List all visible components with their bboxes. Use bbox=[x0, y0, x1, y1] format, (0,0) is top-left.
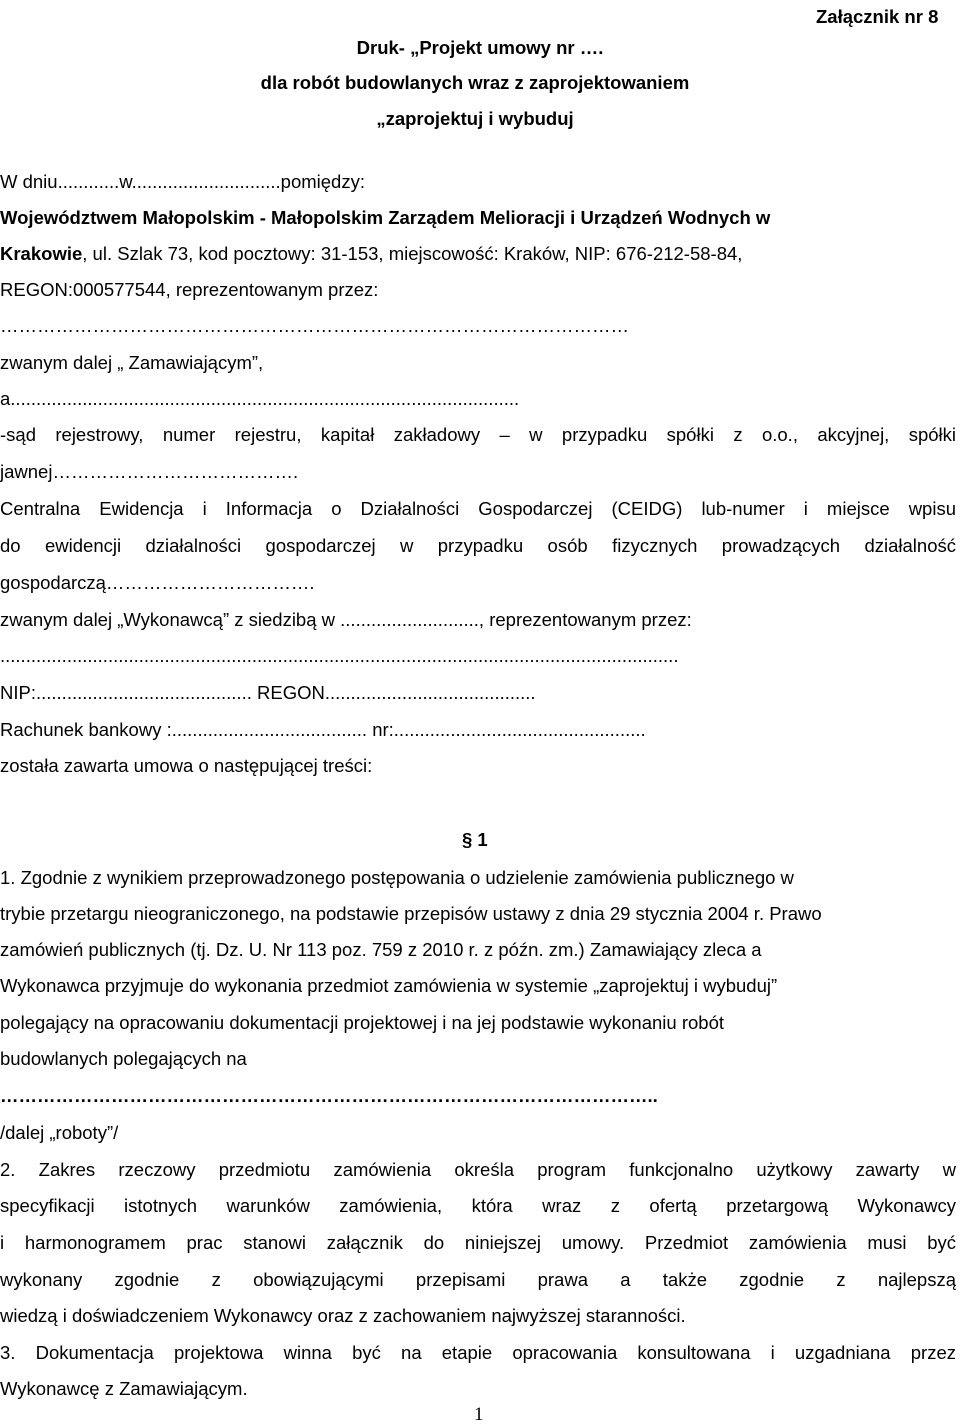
contract-concluded-line: została zawarta umowa o następującej treści: bbox=[0, 755, 373, 776]
employer-name: Województwem Małopolskim - Małopolskim Zarządem Melioracji i Urządzeń Wodnych w bbox=[0, 207, 771, 228]
annex-label: Załącznik nr 8 bbox=[816, 6, 939, 27]
employer-regon: REGON:000577544, reprezentowanym przez: bbox=[0, 279, 379, 300]
clause-1-line-5: polegający na opracowaniu dokumentacji projektowej i na jej podstawie wykonaniu robót bbox=[0, 1012, 724, 1033]
clause-2-line-5: wiedzą i doświadczeniem Wykonawcy oraz z zachowaniem najwyższej staranności. bbox=[0, 1305, 686, 1326]
document-subtitle: dla robót budowlanych wraz z zaprojektowaniem bbox=[260, 72, 690, 93]
ceidg-line-2: do ewidencji działalności gospodarczej w przypadku osób fizycznych prowadzących działalność bbox=[0, 535, 956, 556]
ceidg-line-1: Centralna Ewidencja i Informacja o Działalności Gospodarczej (CEIDG) lub-numer i miejsce wpisu bbox=[0, 498, 956, 519]
employer-address-line bbox=[0, 243, 742, 265]
clause-3-line-2: Wykonawcę z Zamawiającym. bbox=[0, 1378, 248, 1399]
document-title: Druk- „Projekt umowy nr …. bbox=[356, 37, 604, 58]
employer-representative-blank: ………………………………………………………………………………………… bbox=[0, 315, 629, 336]
contractor-designation: zwanym dalej „Wykonawcą” z siedzibą w ..........................., reprezentowanym przez: bbox=[0, 609, 692, 630]
document-subtitle-quote: „zaprojektuj i wybuduj bbox=[376, 108, 574, 129]
employer-address: , ul. Szlak 73, kod pocztowy: 31-153, miejscowość: Kraków, NIP: 676-212-58-84, bbox=[82, 243, 743, 264]
clause-1-line-3: zamówień publicznych (tj. Dz. U. Nr 113 poz. 759 z 2010 r. z późn. zm.) Zamawiający zleca a bbox=[0, 939, 762, 960]
clause-2-line-2: specyfikacji istotnych warunków zamówienia, która wraz z ofertą przetargową Wykonawcy bbox=[0, 1195, 956, 1216]
clause-2-line-4: wykonany zgodnie z obowiązującymi przepisami prawa a także zgodnie z najlepszą bbox=[0, 1269, 956, 1290]
clause-1-blank: …………………………………………………………………………………………….. bbox=[0, 1085, 658, 1106]
clause-1-line-1: 1. Zgodnie z wynikiem przeprowadzonego postępowania o udzielenie zamówienia publicznego w bbox=[0, 867, 794, 888]
contractor-blank: a................................................................................................... bbox=[0, 388, 520, 409]
clause-1-line-2: trybie przetargu nieograniczonego, na podstawie przepisów ustawy z dnia 29 stycznia 2004 r. Prawo bbox=[0, 903, 822, 924]
clause-2-line-1: 2. Zakres rzeczowy przedmiotu zamówienia określa program funkcjonalno użytkowy zawarty w bbox=[0, 1159, 956, 1180]
page-number: 1 bbox=[474, 1404, 484, 1425]
ceidg-line-3: gospodarczą……………………………. bbox=[0, 572, 315, 593]
clause-2-line-3: i harmonogramem prac stanowi załącznik do niniejszej umowy. Przedmiot zamówienia musi być bbox=[0, 1232, 956, 1253]
clause-1-line-6: budowlanych polegających na bbox=[0, 1048, 247, 1069]
clause-1-line-4: Wykonawca przyjmuje do wykonania przedmiot zamówienia w systemie „zaprojektuj i wybuduj” bbox=[0, 975, 778, 996]
court-register-end: jawnej…………………………………. bbox=[0, 461, 299, 482]
nip-regon-line: NIP:.......................................... REGON......................................... bbox=[0, 682, 536, 703]
bank-account-line: Rachunek bankowy :...................................... nr:................................................. bbox=[0, 719, 646, 740]
section-heading: § 1 bbox=[462, 829, 488, 850]
employer-designation: zwanym dalej „ Zamawiającym”, bbox=[0, 352, 264, 373]
clause-3-line-1: 3. Dokumentacja projektowa winna być na etapie opracowania konsultowana i uzgadniana przez bbox=[0, 1342, 956, 1363]
clause-1-works-label: /dalej „roboty”/ bbox=[0, 1122, 119, 1143]
employer-city: Krakowie bbox=[0, 243, 83, 264]
contract-date-line: W dniu............w.............................pomiędzy: bbox=[0, 171, 365, 192]
court-register-line: -sąd rejestrowy, numer rejestru, kapitał zakładowy – w przypadku spółki z o.o., akcyjnej, spółki bbox=[0, 424, 956, 445]
contractor-representative-blank: .................................................................................................................................... bbox=[0, 645, 679, 666]
